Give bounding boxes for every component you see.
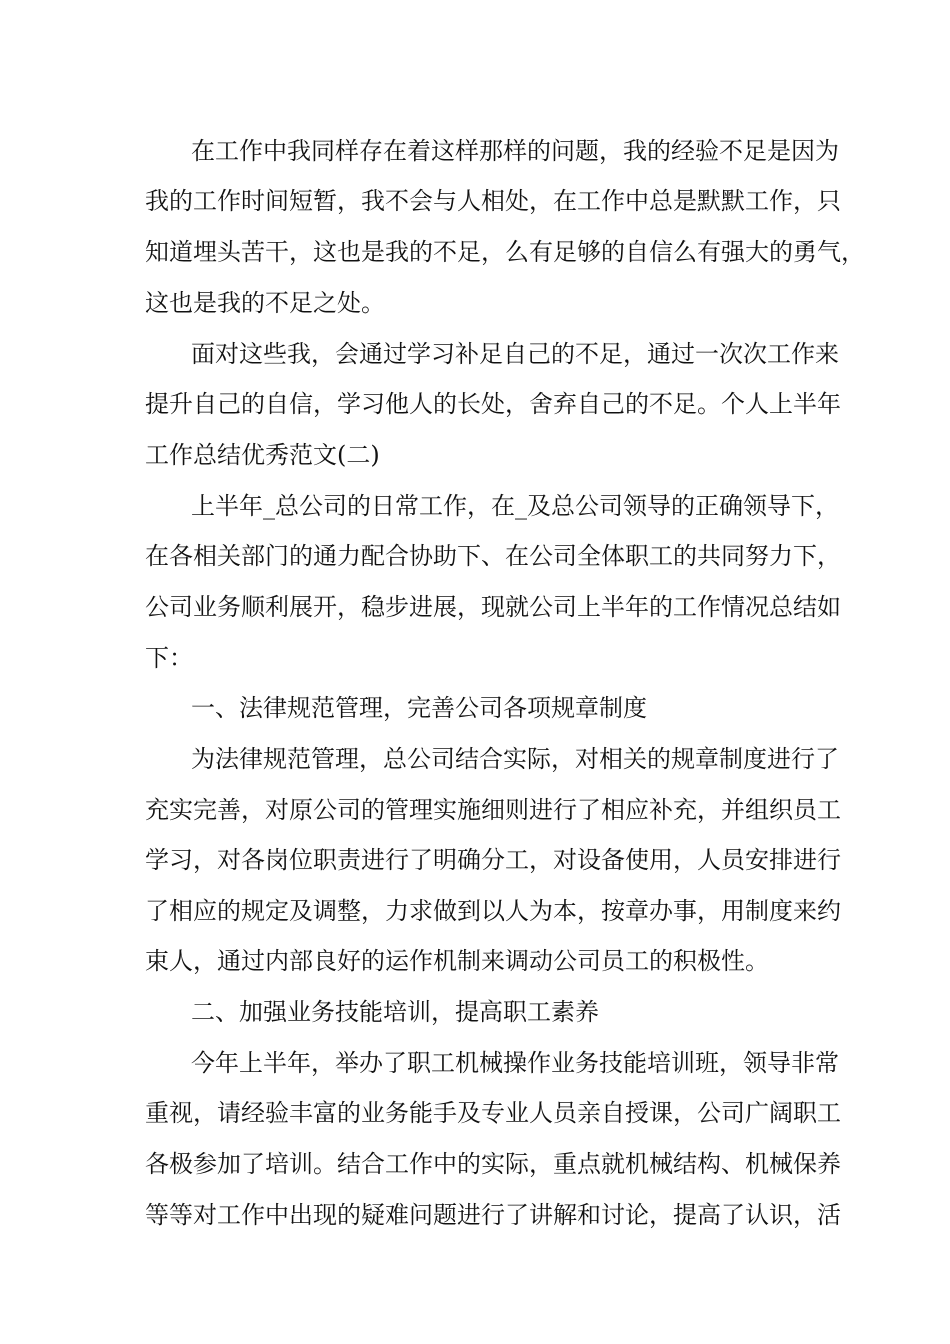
paragraph-line: 束人，通过内部良好的运作机制来调动公司员工的积极性。 bbox=[145, 947, 769, 975]
paragraph-line: 提升自己的自信，学习他人的长处，舍弃自己的不足。个人上半年 bbox=[145, 390, 841, 418]
paragraph-line: 在各相关部门的通力配合协助下、在公司全体职工的共同努力下， bbox=[145, 542, 841, 570]
heading-line: 二、加强业务技能培训，提高职工素养 bbox=[191, 998, 599, 1026]
paragraph-line: 下： bbox=[145, 644, 193, 672]
paragraph-line: 重视，请经验丰富的业务能手及专业人员亲自授课，公司广阔职工 bbox=[145, 1099, 841, 1127]
paragraph-line: 公司业务顺利展开，稳步进展，现就公司上半年的工作情况总结如 bbox=[145, 593, 841, 621]
paragraph-line: 我的工作时间短暂，我不会与人相处，在工作中总是默默工作，只 bbox=[145, 187, 841, 215]
paragraph-line: 知道埋头苦干，这也是我的不足，么有足够的自信么有强大的勇气， bbox=[145, 238, 865, 266]
paragraph-line: 为法律规范管理，总公司结合实际，对相关的规章制度进行了 bbox=[191, 745, 839, 773]
paragraph-line: 各极参加了培训。结合工作中的实际，重点就机械结构、机械保养 bbox=[145, 1150, 841, 1178]
paragraph-line: 面对这些我，会通过学习补足自己的不足，通过一次次工作来 bbox=[191, 340, 839, 368]
heading-line: 一、法律规范管理，完善公司各项规章制度 bbox=[191, 694, 647, 722]
paragraph-line: 等等对工作中出现的疑难问题进行了讲解和讨论，提高了认识，活 bbox=[145, 1201, 841, 1229]
paragraph-line: 今年上半年，举办了职工机械操作业务技能培训班，领导非常 bbox=[191, 1049, 839, 1077]
paragraph-line: 充实完善，对原公司的管理实施细则进行了相应补充，并组织员工 bbox=[145, 796, 841, 824]
paragraph-line: 这也是我的不足之处。 bbox=[145, 289, 385, 317]
section-title-line: 工作总结优秀范文(二) bbox=[145, 441, 380, 469]
paragraph-line: 了相应的规定及调整，力求做到以人为本，按章办事，用制度来约 bbox=[145, 897, 841, 925]
paragraph-line: 上半年_总公司的日常工作，在_及总公司领导的正确领导下， bbox=[191, 492, 839, 520]
paragraph-line: 学习，对各岗位职责进行了明确分工，对设备使用，人员安排进行 bbox=[145, 846, 841, 874]
paragraph-line: 在工作中我同样存在着这样那样的问题，我的经验不足是因为 bbox=[191, 137, 839, 165]
